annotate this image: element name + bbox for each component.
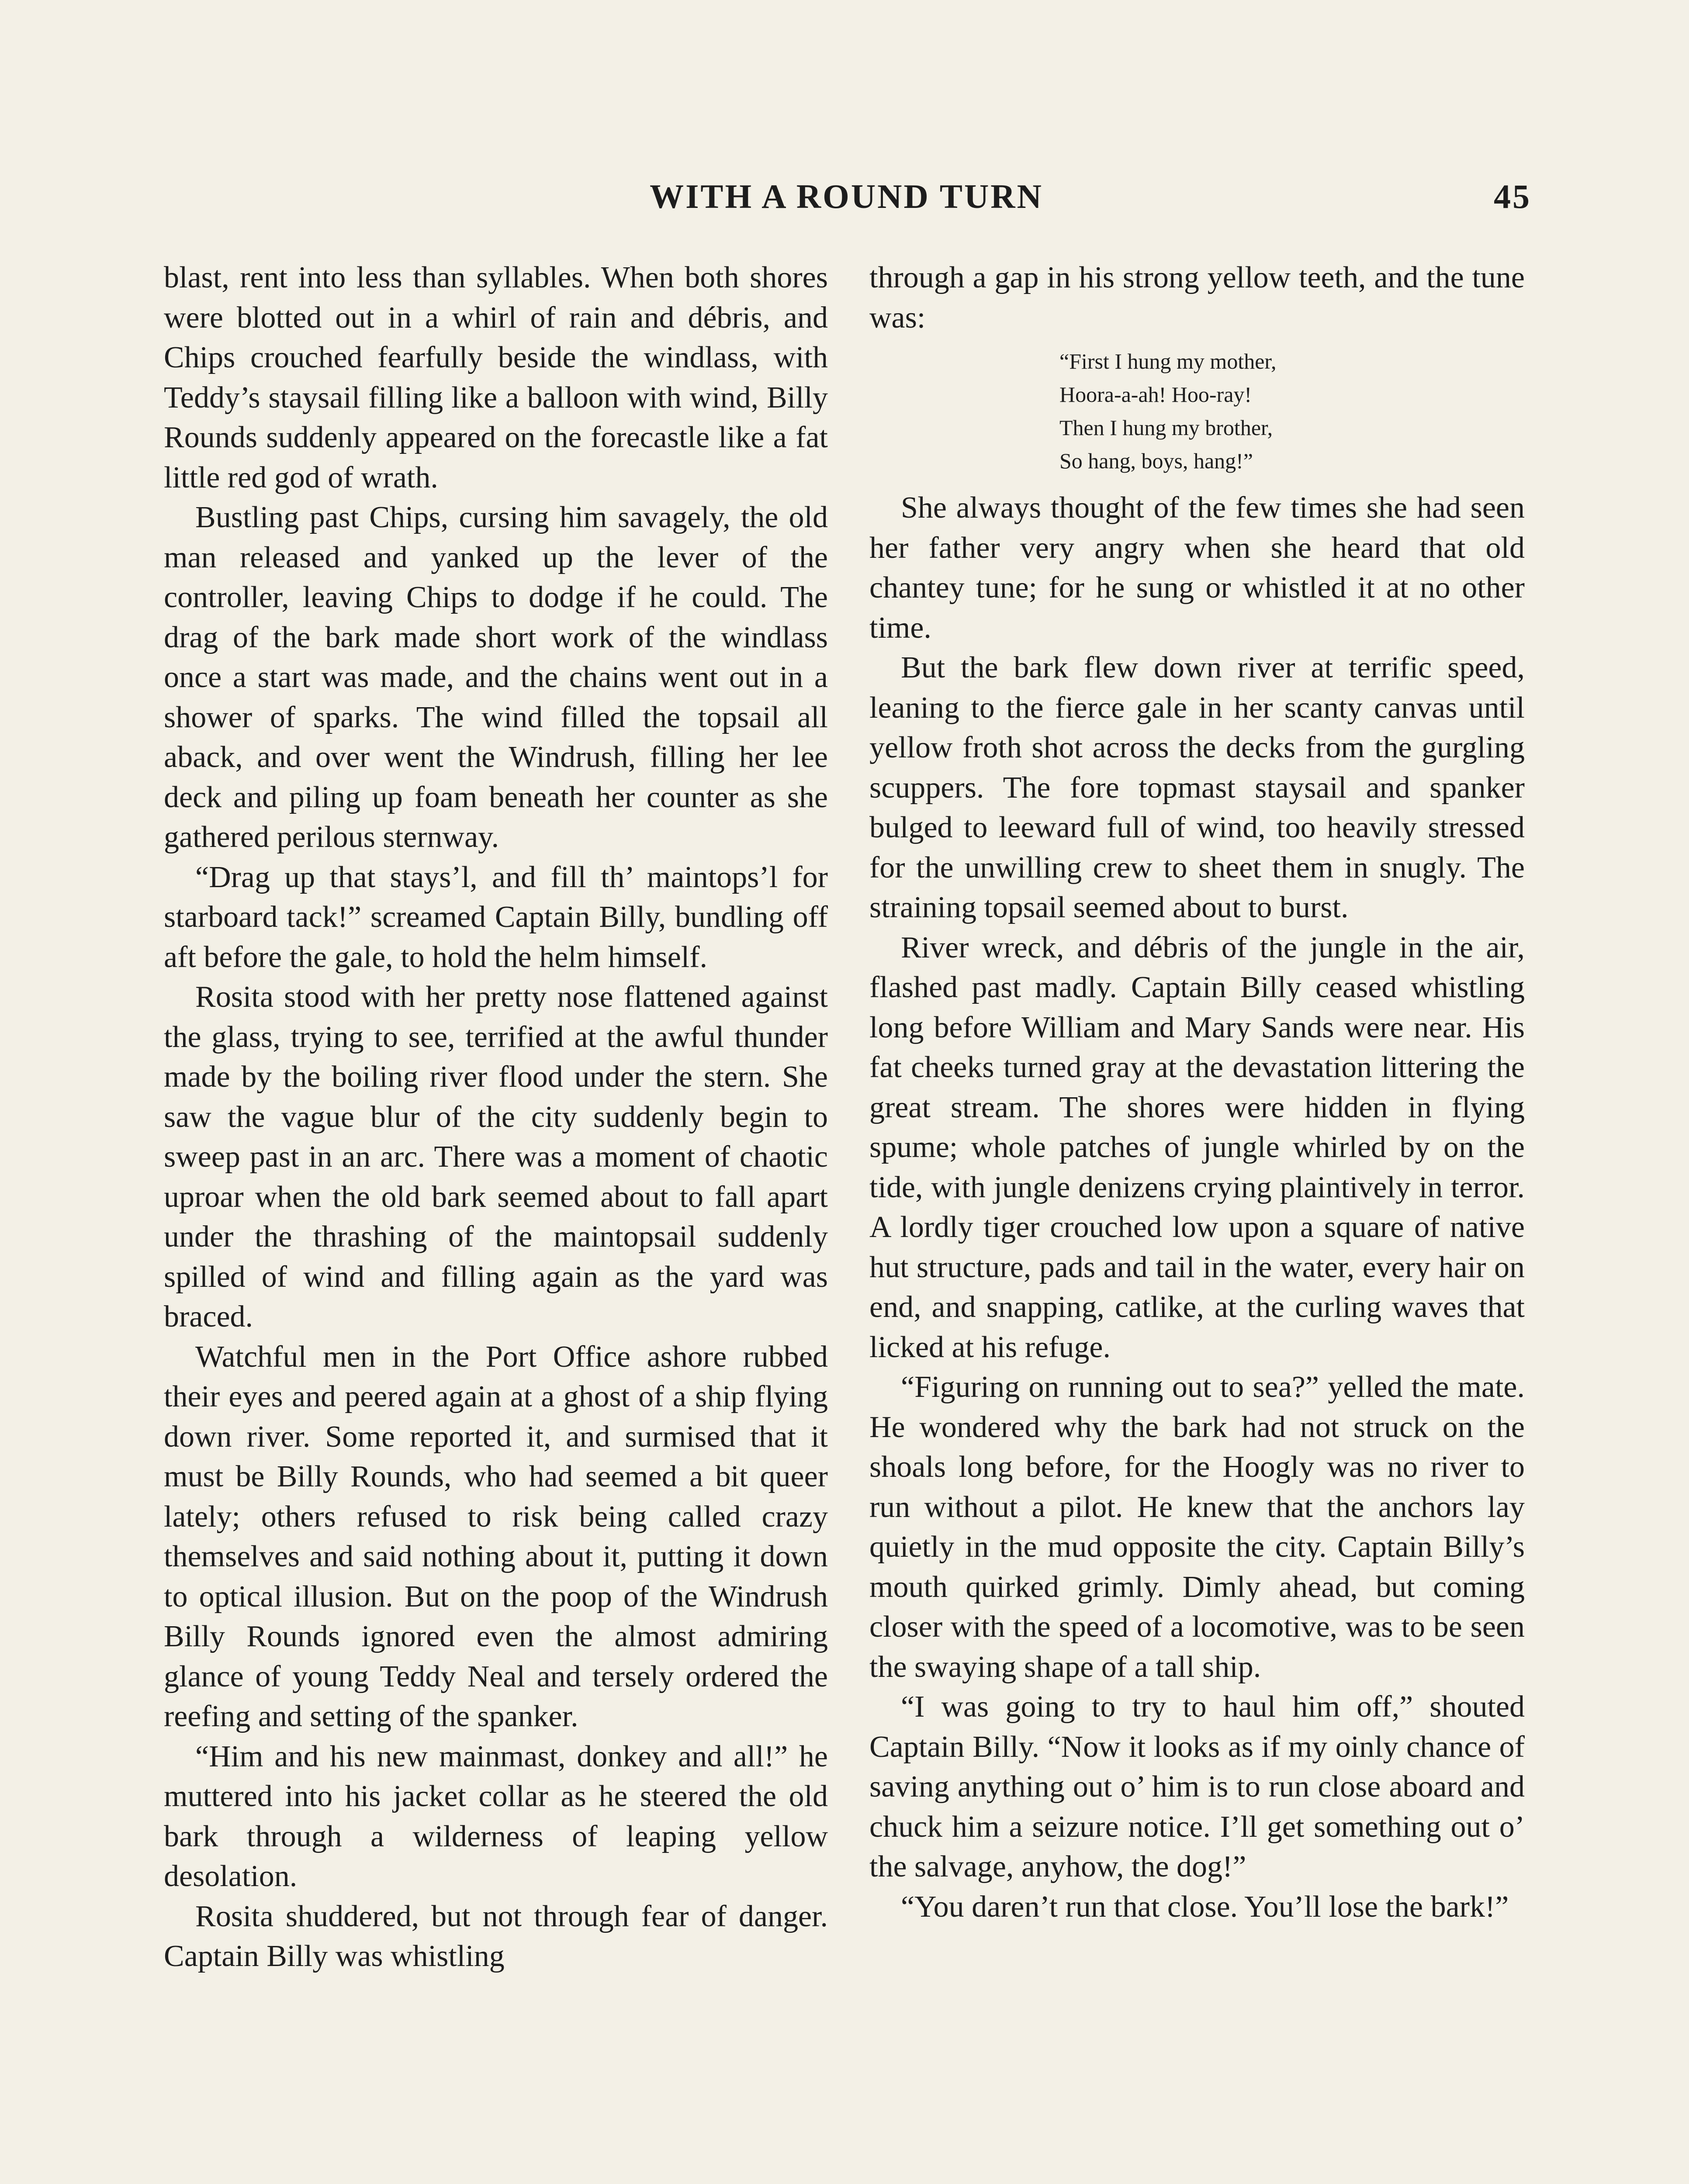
- running-title: WITH A ROUND TURN: [650, 177, 1043, 215]
- paragraph: Bustling past Chips, cursing him savagely, the old man released and yanked up the lever of the controller, leaving Chips to dodge if he could. The drag of the bark made short work of the windlass once a start was made, and the chains went out in a shower of sparks. The wind filled the topsail all aback, and over went the Windrush, filling her lee deck and piling up foam beneath her counter as she gathered perilous sternway.: [164, 501, 828, 854]
- paragraph: “I was going to try to haul him off,” shouted Captain Billy. “Now it looks as if my oinly chance of saving anything out o’ him is to run close aboard and chuck him a seizure notice. I’ll get something out o’ the salvage, anyhow, the dog!”: [869, 1690, 1525, 1883]
- paragraph: She always thought of the few times she had seen her father very angry when she heard that old chantey tune; for he sung or whistled it at no other time.: [869, 491, 1525, 645]
- paragraph: Rosita stood with her pretty nose flattened against the glass, trying to see, terrified at the awful thunder made by the boiling river flood under the stern. She saw the vague blur of the city suddenly begin to sweep past in an arc. There was a moment of chaotic uproar when the old bark seemed about to fall apart under the thrashing of the maintopsail suddenly spilled of wind and filling again as the yard was braced.: [164, 980, 828, 1334]
- paragraph: Rosita shuddered, but not through fear of danger. Captain Billy was whistling: [164, 1899, 828, 1973]
- paragraph: River wreck, and débris of the jungle in the air, flashed past madly. Captain Billy ceased whistling long before William and Mary Sands were near. His fat cheeks turned gray at the devastation littering the great stream. The shores were hidden in flying spume; whole patches of jungle whirled by on the tide, with jungle denizens crying plaintively in terror. A lordly tiger crouched low upon a square of native hut structure, pads and tail in the water, every hair on end, and snapping, catlike, at the curling waves that licked at his refuge.: [869, 930, 1525, 1364]
- paragraph: But the bark flew down river at terrific speed, leaning to the fierce gale in her scanty canvas until yellow froth shot across the decks from the gurgling scuppers. The fore topmast staysail and spanker bulged to leeward full of wind, too heavily stressed for the unwilling crew to sheet them in snugly. The straining topsail seemed about to burst.: [869, 651, 1525, 924]
- song-line: So hang, boys, hang!”: [1059, 449, 1253, 473]
- paragraph: “Drag up that stays’l, and fill th’ maintops’l for starboard tack!” screamed Captain Billy, bundling off aft before the gale, to hold the helm himself.: [164, 860, 828, 974]
- page-header: [162, 177, 1531, 229]
- song-line: Hoora-a-ah! Hoo-ray!: [1059, 382, 1252, 407]
- paragraph: Watchful men in the Port Office ashore rubbed their eyes and peered again at a ghost of a ship flying down river. Some reported it, and surmised that it must be Billy Rounds, who had seemed a bit queer lately; others refused to risk being called crazy themselves and said nothing about it, putting it down to optical illusion. But on the poop of the Windrush Billy Rounds ignored even the almost admiring glance of young Teddy Neal and tersely ordered the reefing and setting of the spanker.: [164, 1340, 828, 1733]
- paragraph: blast, rent into less than syllables. When both shores were blotted out in a whirl of rain and débris, and Chips crouched fearfully beside the windlass, with Teddy’s staysail filling like a balloon with wind, Billy Rounds suddenly appeared on the forecastle like a fat little red god of wrath.: [164, 261, 828, 494]
- left-column: [164, 258, 828, 1977]
- song-line: Then I hung my brother,: [1059, 415, 1273, 440]
- paragraph: through a gap in his strong yellow teeth, and the tune was:: [869, 261, 1525, 335]
- paragraph: “Figuring on running out to sea?” yelled the mate. He wondered why the bark had not struck on the shoals long before, for the Hoogly was no river to run without a pilot. He knew that the anchors lay quietly in the mud opposite the city. Captain Billy’s mouth quirked grimly. Dimly ahead, but coming closer with the speed of a locomotive, was to be seen the swaying shape of a tall ship.: [869, 1370, 1525, 1684]
- page-number: 45: [1494, 177, 1531, 215]
- song-line: “First I hung my mother,: [1059, 349, 1277, 373]
- paragraph: “Him and his new mainmast, donkey and all!” he muttered into his jacket collar as he steered the old bark through a wilderness of leaping yellow desolation.: [164, 1739, 828, 1893]
- song-verse: [1059, 345, 1525, 477]
- paragraph: “You daren’t run that close. You’ll lose the bark!”: [901, 1890, 1509, 1924]
- right-column: [869, 258, 1525, 1927]
